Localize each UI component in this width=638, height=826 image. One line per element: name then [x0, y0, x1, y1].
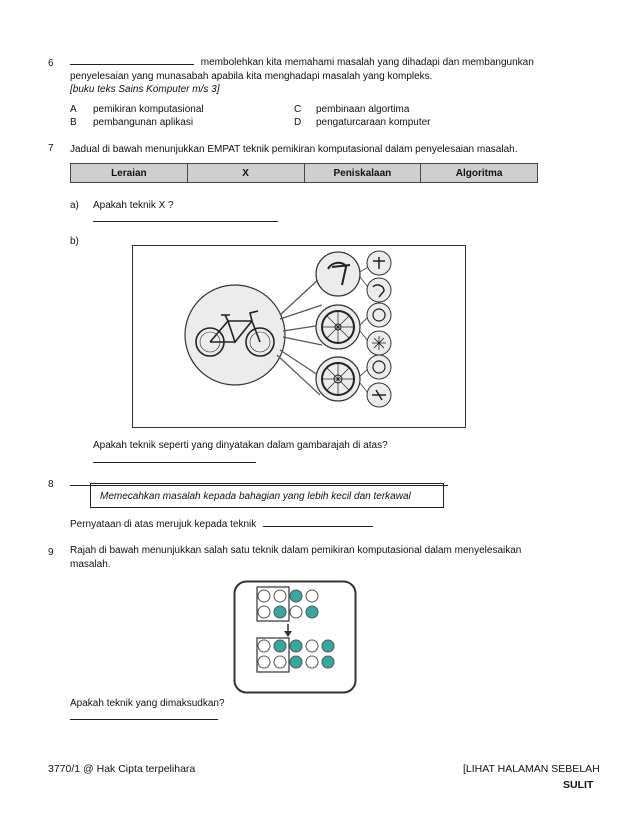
bicycle-decomposition-figure	[132, 245, 466, 428]
spokes-icon	[372, 336, 386, 350]
q7a-question: Apakah teknik X ?	[93, 200, 174, 211]
q9-line2: masalah.	[70, 559, 111, 570]
q7b-answer-blank[interactable]	[93, 453, 256, 463]
pattern-figure	[233, 580, 357, 694]
table-cell-algoritma: Algoritma	[421, 164, 538, 183]
table-cell-peniskalaan: Peniskalaan	[304, 164, 421, 183]
q6-line1	[70, 55, 534, 69]
table-cell-x: X	[187, 164, 304, 183]
table-cell-leraian: Leraian	[71, 164, 188, 183]
q8-text: Pernyataan di atas merujuk kepada teknik	[70, 519, 257, 530]
techniques-table	[70, 163, 538, 183]
q8-number: 8	[48, 479, 54, 490]
q8-statement-box: Memecahkan masalah kepada bahagian yang lebih kecil dan terkawal	[90, 483, 444, 508]
q7a-answer-blank[interactable]	[93, 212, 278, 222]
q9-line1: Rajah di bawah menunjukkan salah satu teknik dalam pemikiran komputasional dalam menyelesaikan	[70, 545, 522, 556]
q7-stem: Jadual di bawah menunjukkan EMPAT teknik pemikiran komputasional dalam penyelesaian masalah.	[70, 144, 518, 155]
q8-answer-blank[interactable]	[263, 517, 373, 527]
q6-option-c-letter: C	[294, 104, 302, 115]
q9-question: Apakah teknik yang dimaksudkan?	[70, 698, 225, 709]
q6-option-d-letter: D	[294, 117, 302, 128]
q6-option-a[interactable]: pemikiran komputasional	[93, 104, 204, 115]
q6-option-d[interactable]: pengaturcaraan komputer	[316, 117, 431, 128]
q7-number: 7	[48, 143, 54, 154]
q6-option-a-letter: A	[70, 104, 77, 115]
q6-number: 6	[48, 58, 54, 69]
q6-line2: penyelesaian yang munasabah apabila kita menghadapi masalah yang kompleks.	[70, 71, 433, 82]
footer-copyright: 3770/1 @ Hak Cipta terpelihara	[48, 763, 196, 775]
q9-number: 9	[48, 547, 54, 558]
q6-option-b[interactable]: pembangunan aplikasi	[93, 117, 194, 128]
footer-sulit: SULIT	[563, 779, 594, 791]
q6-line1-text: membolehkan kita memahami masalah yang dihadapi dan membangunkan	[200, 57, 534, 68]
q6-option-c[interactable]: pembinaan algortima	[316, 104, 410, 115]
q6-option-b-letter: B	[70, 117, 77, 128]
q6-answer-blank[interactable]	[70, 55, 194, 65]
rear-wheel-icon	[322, 363, 354, 395]
footer-next-page: [LIHAT HALAMAN SEBELAH	[463, 763, 600, 775]
q7b-question: Apakah teknik seperti yang dinyatakan dalam gambarajah di atas?	[93, 440, 388, 451]
wheel-icon	[322, 311, 354, 343]
q7b-label: b)	[70, 236, 79, 247]
q8-line	[70, 517, 373, 531]
q6-reference: [buku teks Sains Komputer m/s 3]	[70, 84, 220, 95]
q9-answer-blank[interactable]	[70, 710, 218, 720]
q7a-label: a)	[70, 200, 79, 211]
